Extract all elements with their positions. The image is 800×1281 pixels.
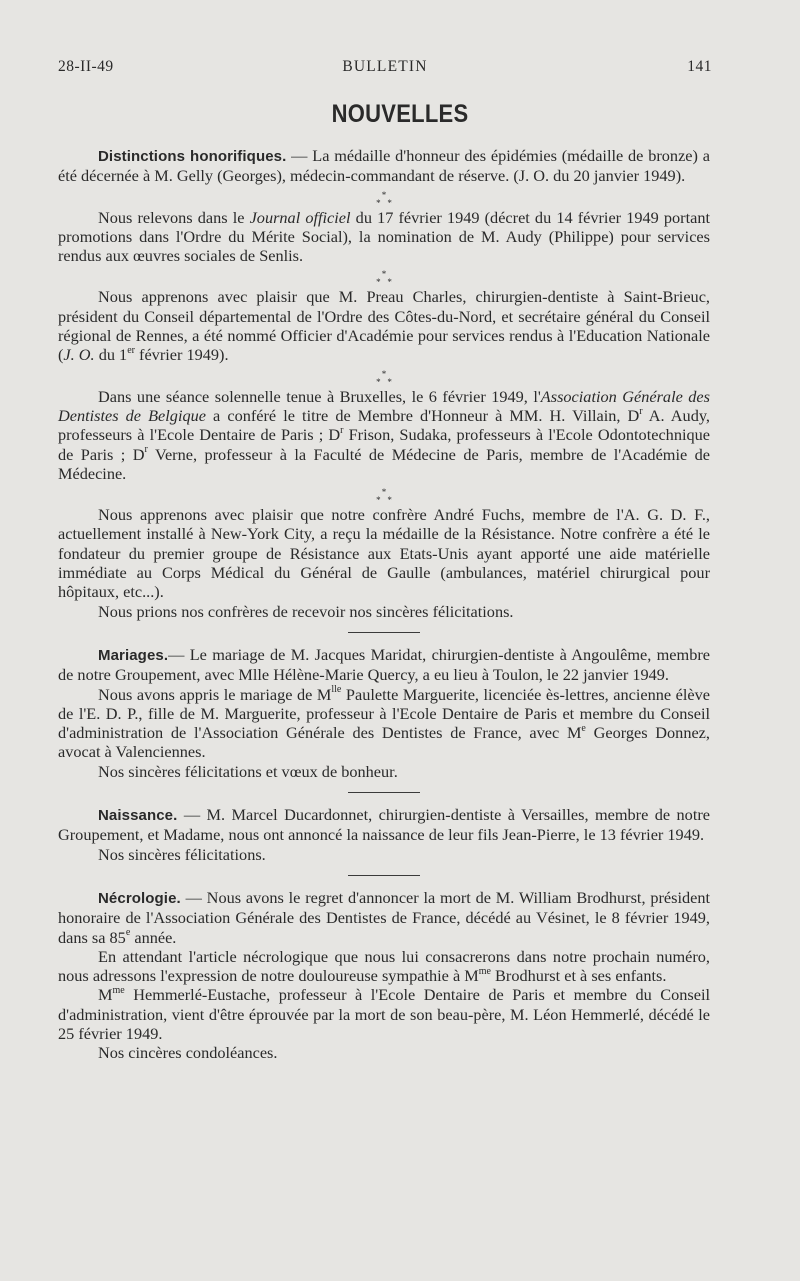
naissance-heading: Naissance. (98, 807, 178, 825)
asterism-separator: * * * (376, 487, 392, 506)
naissance-paragraph-2: Nos sincères félicitations. (98, 844, 266, 864)
asterism-separator: * * * (376, 368, 392, 387)
distinctions-paragraph-4: Dans une séance solennelle tenue à Bruxelles, le 6 février 1949, l'Association Générale des Dentistes de Belgique a conféré le titre de Membre d'Honneur à MM. H. Villain, $D^r$ A. Audy, professeurs à l'Ecole Dentaire de Paris ; $D^r$ Frison, Sudaka, professeurs à l'Ecole Odontotechnique de Paris ; $D^r$ Verne, professeur à la Faculté de Médecine de Paris, membre de l'Académie de Médecine. (58, 386, 711, 483)
distinctions-paragraph-2: Nous relevons dans le Journal officiel du 17 février 1949 (décret du 14 février 1949 portant promotions dans l'Ordre du Mérite Social), la nomination de M. Audy (Philippe) pour services rendus aux œuvres sociales de Senlis. (58, 207, 711, 266)
header-page-number: 141 (687, 58, 712, 75)
necrologie-paragraph-1: Nécrologie. — Nous avons le regret d'annoncer la mort de M. William Brodhurst, président honoraire de l'Association Générale des Dentistes de France, décédé au Vésinet, le 8 février 1949, dans sa 85e année. (58, 887, 710, 947)
distinctions-heading: Distinctions honorifiques. (98, 148, 287, 165)
distinctions-paragraph-6: Nous prions nos confrères de recevoir nos sincères félicitations. (98, 601, 514, 621)
article-body (58, 146, 710, 1063)
necrologie-paragraph-4: Nos cincères condoléances. (98, 1043, 278, 1063)
necrologie-heading: Nécrologie. (98, 889, 181, 907)
mariages-paragraph-2: Nous avons appris le mariage de $M^{lle}$ Paulette Marguerite, licenciée ès-lettres, ancienne élève de l'E. D. P., fille de M. Marguerite, professeur à l'Ecole Dentaire de Paris et membre du Conseil d'administration de l'Association Générale des Dentistes de France, avec Me Georges Donnez, avocat à Valenciennes. (58, 684, 710, 762)
mariages-heading: Mariages. (98, 646, 169, 664)
necrologie-paragraph-2: En attendant l'article nécrologique que nous lui consacrerons dans notre prochain numéro, nous adressons l'expression de notre douloureuse sympathie à $M^{me}$ Brodhurst et à ses enfants. (58, 946, 710, 986)
header-date: 28-II-49 (58, 58, 114, 75)
asterism-separator: * * * (376, 269, 392, 288)
distinctions-paragraph-5: Nous apprenons avec plaisir que notre confrère André Fuchs, membre de l'A. G. D. F., actuellement installé à New-York City, a reçu la médaille de la Résistance. Notre confrère a été le fondateur du premier groupe de Résistance aux Etats-Unis ayant apporté une aide matérielle immédiate au Corps Médical du Général de Gaulle (ambulances, matériel chirurgical pour hôpitaux, etc...). (58, 505, 710, 602)
section-divider (348, 792, 420, 793)
header-journal-title: BULLETIN (342, 58, 428, 75)
section-divider (348, 632, 420, 633)
distinctions-paragraph-1: Distinctions honorifiques. — La médaille d'honneur des épidémies (médaille de bronze) a été décernée à M. Gelly (Georges), médecin-commandant de réserve. (J. O. du 20 janvier 1949). (58, 146, 710, 186)
asterism-separator: * * * (376, 189, 392, 208)
distinctions-paragraph-3: Nous apprenons avec plaisir que M. Preau Charles, chirurgien-dentiste à Saint-Brieuc, président du Conseil départemental de l'Ordre des Côtes-du-Nord, et secrétaire général du Conseil régional de Rennes, a été nommé Officier d'Académie pour services rendus à l'Education Nationale (J. O. du 1er février 1949). (58, 287, 710, 365)
mariages-paragraph-1: Mariages.— Le mariage de M. Jacques Maridat, chirurgien-dentiste à Angoulême, membre de notre Groupement, avec Mlle Hélène-Marie Quercy, a eu lieu à Toulon, le 22 janvier 1949. (58, 644, 710, 685)
necrologie-paragraph-3: $M^{me}$ Hemmerlé-Eustache, professeur à l'Ecole Dentaire de Paris et membre du Conseil d'administration, vient d'être éprouvée par la mort de son beau-père, M. Léon Hemmerlé, décédé le 25 février 1949. (58, 984, 710, 1043)
section-divider (348, 875, 420, 876)
mariages-paragraph-3: Nos sincères félicitations et vœux de bonheur. (98, 761, 398, 781)
running-header (58, 58, 712, 80)
section-title: NOUVELLES (331, 100, 469, 128)
naissance-paragraph-1: Naissance. — M. Marcel Ducardonnet, chirurgien-dentiste à Versailles, membre de notre Groupement, et Madame, nous ont annoncé la naissance de leur fils Jean-Pierre, le 13 février 1949. (58, 805, 710, 845)
